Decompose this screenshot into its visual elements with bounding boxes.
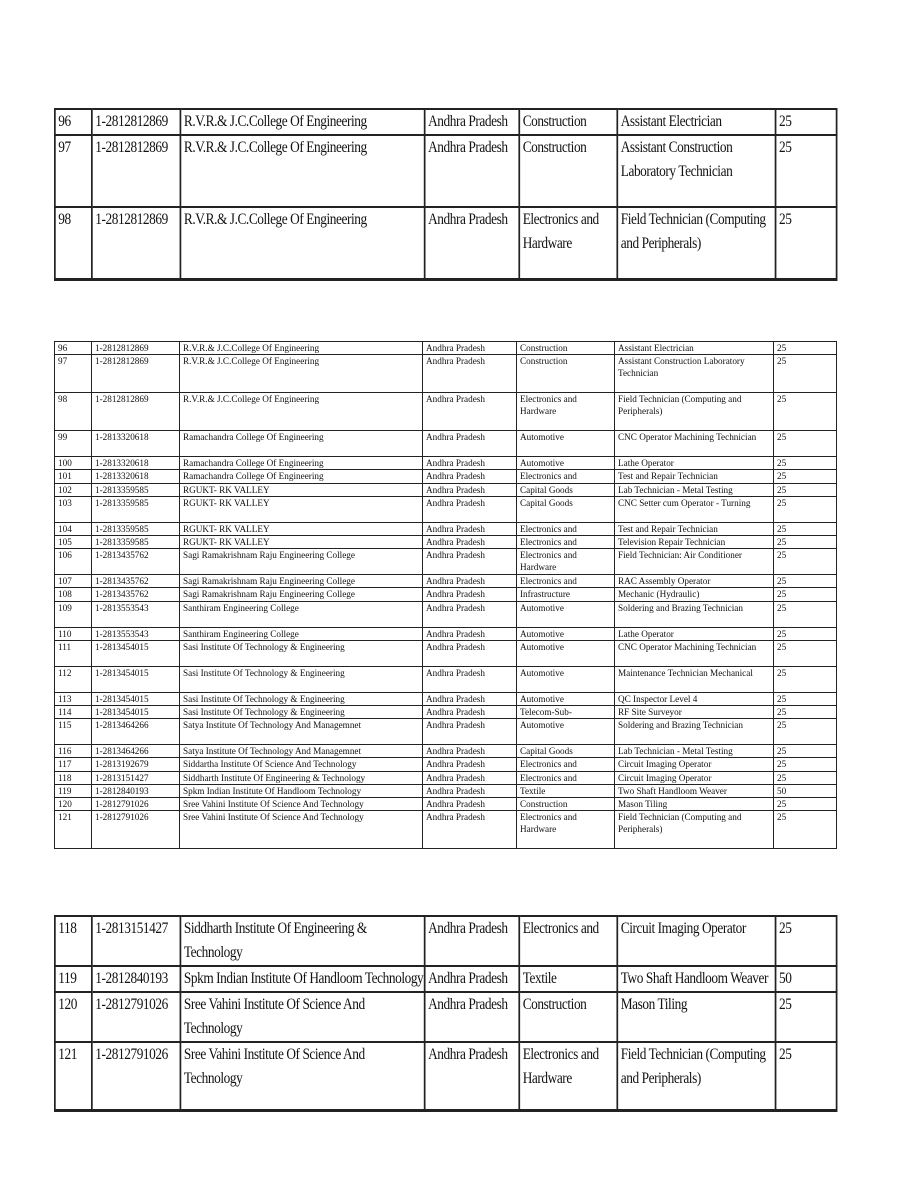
target-cell: 25 bbox=[774, 640, 837, 666]
state-cell: Andhra Pradesh bbox=[423, 470, 517, 483]
sector-cell: Construction bbox=[517, 355, 615, 393]
job-role-cell: Circuit Imaging Operator bbox=[615, 758, 774, 771]
state-cell: Andhra Pradesh bbox=[425, 966, 520, 992]
target-cell: 50 bbox=[776, 966, 837, 992]
institute-cell: Ramachandra College Of Engineering bbox=[180, 470, 423, 483]
state-cell: Andhra Pradesh bbox=[425, 109, 520, 135]
state-cell: Andhra Pradesh bbox=[425, 992, 520, 1042]
state-cell: Andhra Pradesh bbox=[423, 640, 517, 666]
job-role-cell: Assistant Electrician bbox=[615, 342, 774, 355]
main-table bbox=[54, 341, 837, 849]
sno-cell: 103 bbox=[55, 496, 92, 522]
sector-cell: Construction bbox=[519, 135, 617, 207]
sector-cell: Electronics and bbox=[517, 522, 615, 535]
target-cell: 25 bbox=[774, 706, 837, 719]
tc-id-cell: 1-2813192679 bbox=[92, 758, 180, 771]
sno-cell: 102 bbox=[55, 483, 92, 496]
institute-cell: Satya Institute Of Technology And Managemnet bbox=[180, 745, 423, 758]
sno-cell: 109 bbox=[55, 601, 92, 627]
tc-id-cell: 1-2812812869 bbox=[92, 342, 180, 355]
sno-cell: 116 bbox=[55, 745, 92, 758]
sno-cell: 97 bbox=[55, 355, 92, 393]
tc-id-cell: 1-2812812869 bbox=[92, 207, 181, 279]
table-row bbox=[55, 549, 837, 575]
tc-id-cell: 1-2813359585 bbox=[92, 483, 180, 496]
sector-cell: Construction bbox=[519, 992, 617, 1042]
sno-cell: 104 bbox=[55, 522, 92, 535]
table-row bbox=[55, 135, 837, 207]
state-cell: Andhra Pradesh bbox=[423, 758, 517, 771]
tc-id-cell: 1-2813359585 bbox=[92, 522, 180, 535]
sno-cell: 99 bbox=[55, 431, 92, 457]
state-cell: Andhra Pradesh bbox=[425, 207, 520, 279]
state-cell: Andhra Pradesh bbox=[423, 342, 517, 355]
tc-id-cell: 1-2812791026 bbox=[92, 992, 181, 1042]
target-cell: 25 bbox=[774, 811, 837, 849]
tc-id-cell: 1-2812791026 bbox=[92, 798, 180, 811]
target-cell: 25 bbox=[774, 719, 837, 745]
top-excerpt-table bbox=[54, 108, 837, 281]
state-cell: Andhra Pradesh bbox=[423, 601, 517, 627]
job-role-cell: Mason Tiling bbox=[617, 992, 775, 1042]
table-row bbox=[55, 601, 837, 627]
institute-cell: R.V.R.& J.C.College Of Engineering bbox=[180, 393, 423, 431]
job-role-cell: Soldering and Brazing Technician bbox=[615, 601, 774, 627]
sector-cell: Construction bbox=[517, 342, 615, 355]
tc-id-cell: 1-2812840193 bbox=[92, 966, 181, 992]
sector-cell: Automotive bbox=[517, 601, 615, 627]
state-cell: Andhra Pradesh bbox=[423, 575, 517, 588]
job-role-cell: Mason Tiling bbox=[615, 798, 774, 811]
institute-cell: Sree Vahini Institute Of Science And Technology bbox=[180, 811, 423, 849]
job-role-cell: Lab Technician - Metal Testing bbox=[615, 483, 774, 496]
table-row bbox=[55, 470, 837, 483]
state-cell: Andhra Pradesh bbox=[423, 745, 517, 758]
target-cell: 25 bbox=[776, 1042, 837, 1110]
state-cell: Andhra Pradesh bbox=[423, 771, 517, 784]
sno-cell: 98 bbox=[55, 393, 92, 431]
institute-cell: Siddharth Institute Of Engineering & Technology bbox=[180, 771, 423, 784]
tc-id-cell: 1-2813553543 bbox=[92, 601, 180, 627]
state-cell: Andhra Pradesh bbox=[423, 627, 517, 640]
tc-id-cell: 1-2812812869 bbox=[92, 393, 180, 431]
target-cell: 25 bbox=[774, 457, 837, 470]
target-cell: 25 bbox=[774, 342, 837, 355]
institute-cell: Spkm Indian Institute Of Handloom Technology bbox=[180, 966, 424, 992]
job-role-cell: Television Repair Technician bbox=[615, 536, 774, 549]
sector-cell: Automotive bbox=[517, 719, 615, 745]
state-cell: Andhra Pradesh bbox=[423, 355, 517, 393]
bottom-zoomed-excerpt bbox=[54, 915, 836, 1087]
state-cell: Andhra Pradesh bbox=[423, 666, 517, 692]
institute-cell: Sasi Institute Of Technology & Engineering bbox=[180, 640, 423, 666]
state-cell: Andhra Pradesh bbox=[423, 536, 517, 549]
sector-cell: Telecom-Sub- bbox=[517, 706, 615, 719]
job-role-cell: Test and Repair Technician bbox=[615, 522, 774, 535]
institute-cell: Satya Institute Of Technology And Managemnet bbox=[180, 719, 423, 745]
job-role-cell: Field Technician (Computing and Peripherals) bbox=[617, 207, 775, 279]
table-row bbox=[55, 588, 837, 601]
target-cell: 25 bbox=[776, 916, 837, 966]
sector-cell: Electronics and Hardware bbox=[519, 207, 617, 279]
target-cell: 25 bbox=[774, 601, 837, 627]
target-cell: 25 bbox=[774, 745, 837, 758]
target-cell: 25 bbox=[774, 431, 837, 457]
table-row bbox=[55, 536, 837, 549]
table-row bbox=[55, 916, 837, 966]
tc-id-cell: 1-2813435762 bbox=[92, 588, 180, 601]
table-row bbox=[55, 771, 837, 784]
target-cell: 25 bbox=[774, 575, 837, 588]
tc-id-cell: 1-2813464266 bbox=[92, 719, 180, 745]
table-row bbox=[55, 109, 837, 135]
sector-cell: Textile bbox=[517, 784, 615, 797]
sno-cell: 120 bbox=[55, 992, 92, 1042]
target-cell: 25 bbox=[774, 627, 837, 640]
state-cell: Andhra Pradesh bbox=[423, 798, 517, 811]
tc-id-cell: 1-2813454015 bbox=[92, 706, 180, 719]
job-role-cell: Soldering and Brazing Technician bbox=[615, 719, 774, 745]
sector-cell: Electronics and bbox=[517, 758, 615, 771]
institute-cell: RGUKT- RK VALLEY bbox=[180, 496, 423, 522]
job-role-cell: Lab Technician - Metal Testing bbox=[615, 745, 774, 758]
table-row bbox=[55, 1042, 837, 1110]
sector-cell: Electronics and Hardware bbox=[517, 549, 615, 575]
institute-cell: Sree Vahini Institute Of Science And Technology bbox=[180, 1042, 424, 1110]
sno-cell: 106 bbox=[55, 549, 92, 575]
institute-cell: RGUKT- RK VALLEY bbox=[180, 522, 423, 535]
job-role-cell: CNC Operator Machining Technician bbox=[615, 640, 774, 666]
target-cell: 25 bbox=[774, 692, 837, 705]
institute-cell: Sree Vahini Institute Of Science And Technology bbox=[180, 798, 423, 811]
top-zoomed-excerpt bbox=[54, 108, 836, 283]
table-row bbox=[55, 483, 837, 496]
tc-id-cell: 1-2813454015 bbox=[92, 692, 180, 705]
sno-cell: 119 bbox=[55, 784, 92, 797]
sno-cell: 120 bbox=[55, 798, 92, 811]
sno-cell: 108 bbox=[55, 588, 92, 601]
table-row bbox=[55, 522, 837, 535]
job-role-cell: Assistant Electrician bbox=[617, 109, 775, 135]
job-role-cell: RF Site Surveyor bbox=[615, 706, 774, 719]
tc-id-cell: 1-2812812869 bbox=[92, 109, 181, 135]
sno-cell: 118 bbox=[55, 916, 92, 966]
table-row bbox=[55, 575, 837, 588]
sno-cell: 98 bbox=[55, 207, 92, 279]
tc-id-cell: 1-2813151427 bbox=[92, 916, 181, 966]
tc-id-cell: 1-2813320618 bbox=[92, 470, 180, 483]
sector-cell: Capital Goods bbox=[517, 483, 615, 496]
target-cell: 25 bbox=[774, 666, 837, 692]
state-cell: Andhra Pradesh bbox=[425, 916, 520, 966]
institute-cell: R.V.R.& J.C.College Of Engineering bbox=[180, 207, 424, 279]
state-cell: Andhra Pradesh bbox=[423, 692, 517, 705]
job-role-cell: CNC Operator Machining Technician bbox=[615, 431, 774, 457]
state-cell: Andhra Pradesh bbox=[423, 483, 517, 496]
table-row bbox=[55, 496, 837, 522]
institute-cell: R.V.R.& J.C.College Of Engineering bbox=[180, 109, 424, 135]
job-role-cell: Field Technician (Computing and Peripherals) bbox=[617, 1042, 775, 1110]
sector-cell: Automotive bbox=[517, 457, 615, 470]
target-cell: 50 bbox=[774, 784, 837, 797]
institute-cell: Sasi Institute Of Technology & Engineering bbox=[180, 706, 423, 719]
job-role-cell: Assistant Construction Laboratory Technician bbox=[617, 135, 775, 207]
sno-cell: 117 bbox=[55, 758, 92, 771]
job-role-cell: Mechanic (Hydraulic) bbox=[615, 588, 774, 601]
table-row bbox=[55, 355, 837, 393]
target-cell: 25 bbox=[774, 522, 837, 535]
job-role-cell: Field Technician (Computing and Peripherals) bbox=[615, 811, 774, 849]
sno-cell: 105 bbox=[55, 536, 92, 549]
target-cell: 25 bbox=[774, 798, 837, 811]
table-row bbox=[55, 640, 837, 666]
tc-id-cell: 1-2813151427 bbox=[92, 771, 180, 784]
institute-cell: Santhiram Engineering College bbox=[180, 627, 423, 640]
sno-cell: 113 bbox=[55, 692, 92, 705]
target-cell: 25 bbox=[776, 992, 837, 1042]
job-role-cell: Two Shaft Handloom Weaver bbox=[615, 784, 774, 797]
table-row bbox=[55, 342, 837, 355]
institute-cell: Sagi Ramakrishnam Raju Engineering College bbox=[180, 575, 423, 588]
job-role-cell: Maintenance Technician Mechanical bbox=[615, 666, 774, 692]
table-row bbox=[55, 719, 837, 745]
sector-cell: Electronics and bbox=[519, 916, 617, 966]
sno-cell: 97 bbox=[55, 135, 92, 207]
job-role-cell: Test and Repair Technician bbox=[615, 470, 774, 483]
sno-cell: 101 bbox=[55, 470, 92, 483]
institute-cell: R.V.R.& J.C.College Of Engineering bbox=[180, 135, 424, 207]
state-cell: Andhra Pradesh bbox=[423, 719, 517, 745]
state-cell: Andhra Pradesh bbox=[423, 431, 517, 457]
institute-cell: Sasi Institute Of Technology & Engineering bbox=[180, 692, 423, 705]
table-row bbox=[55, 706, 837, 719]
state-cell: Andhra Pradesh bbox=[423, 496, 517, 522]
sector-cell: Electronics and bbox=[517, 536, 615, 549]
job-role-cell: QC Inspector Level 4 bbox=[615, 692, 774, 705]
table-row bbox=[55, 627, 837, 640]
institute-cell: R.V.R.& J.C.College Of Engineering bbox=[180, 342, 423, 355]
sector-cell: Automotive bbox=[517, 431, 615, 457]
sector-cell: Capital Goods bbox=[517, 745, 615, 758]
state-cell: Andhra Pradesh bbox=[423, 588, 517, 601]
sno-cell: 119 bbox=[55, 966, 92, 992]
sector-cell: Electronics and Hardware bbox=[517, 393, 615, 431]
sector-cell: Electronics and bbox=[517, 575, 615, 588]
sector-cell: Construction bbox=[517, 798, 615, 811]
job-role-cell: Field Technician: Air Conditioner bbox=[615, 549, 774, 575]
target-cell: 25 bbox=[774, 483, 837, 496]
table-row bbox=[55, 798, 837, 811]
sector-cell: Electronics and Hardware bbox=[517, 811, 615, 849]
table-row bbox=[55, 966, 837, 992]
sno-cell: 107 bbox=[55, 575, 92, 588]
table-row bbox=[55, 666, 837, 692]
sector-cell: Electronics and bbox=[517, 771, 615, 784]
tc-id-cell: 1-2813435762 bbox=[92, 575, 180, 588]
institute-cell: Siddharth Institute Of Engineering & Technology bbox=[180, 916, 424, 966]
sector-cell: Electronics and bbox=[517, 470, 615, 483]
sno-cell: 121 bbox=[55, 1042, 92, 1110]
target-cell: 25 bbox=[776, 109, 837, 135]
tc-id-cell: 1-2813359585 bbox=[92, 496, 180, 522]
sector-cell: Textile bbox=[519, 966, 617, 992]
institute-cell: R.V.R.& J.C.College Of Engineering bbox=[180, 355, 423, 393]
target-cell: 25 bbox=[774, 588, 837, 601]
target-cell: 25 bbox=[774, 393, 837, 431]
state-cell: Andhra Pradesh bbox=[423, 784, 517, 797]
institute-cell: Ramachandra College Of Engineering bbox=[180, 457, 423, 470]
tc-id-cell: 1-2813320618 bbox=[92, 457, 180, 470]
sno-cell: 118 bbox=[55, 771, 92, 784]
job-role-cell: Circuit Imaging Operator bbox=[617, 916, 775, 966]
state-cell: Andhra Pradesh bbox=[423, 549, 517, 575]
table-row bbox=[55, 393, 837, 431]
state-cell: Andhra Pradesh bbox=[423, 393, 517, 431]
tc-id-cell: 1-2813553543 bbox=[92, 627, 180, 640]
table-row bbox=[55, 992, 837, 1042]
sector-cell: Automotive bbox=[517, 640, 615, 666]
sno-cell: 110 bbox=[55, 627, 92, 640]
institute-cell: Sagi Ramakrishnam Raju Engineering College bbox=[180, 549, 423, 575]
institute-cell: RGUKT- RK VALLEY bbox=[180, 483, 423, 496]
target-cell: 25 bbox=[776, 207, 837, 279]
state-cell: Andhra Pradesh bbox=[425, 1042, 520, 1110]
sno-cell: 96 bbox=[55, 109, 92, 135]
job-role-cell: Lathe Operator bbox=[615, 457, 774, 470]
sno-cell: 100 bbox=[55, 457, 92, 470]
bottom-excerpt-table bbox=[54, 915, 837, 1112]
institute-cell: Sagi Ramakrishnam Raju Engineering College bbox=[180, 588, 423, 601]
institute-cell: Santhiram Engineering College bbox=[180, 601, 423, 627]
state-cell: Andhra Pradesh bbox=[423, 811, 517, 849]
state-cell: Andhra Pradesh bbox=[423, 706, 517, 719]
table-row bbox=[55, 745, 837, 758]
tc-id-cell: 1-2812812869 bbox=[92, 135, 181, 207]
table-row bbox=[55, 784, 837, 797]
target-cell: 25 bbox=[774, 758, 837, 771]
job-role-cell: RAC Assembly Operator bbox=[615, 575, 774, 588]
job-role-cell: Circuit Imaging Operator bbox=[615, 771, 774, 784]
table-row bbox=[55, 207, 837, 279]
institute-cell: Spkm Indian Institute Of Handloom Technology bbox=[180, 784, 423, 797]
sector-cell: Automotive bbox=[517, 666, 615, 692]
table-row bbox=[55, 758, 837, 771]
target-cell: 25 bbox=[774, 470, 837, 483]
job-role-cell: Lathe Operator bbox=[615, 627, 774, 640]
institute-cell: RGUKT- RK VALLEY bbox=[180, 536, 423, 549]
sector-cell: Automotive bbox=[517, 627, 615, 640]
sno-cell: 96 bbox=[55, 342, 92, 355]
institute-cell: Siddartha Institute Of Science And Technology bbox=[180, 758, 423, 771]
state-cell: Andhra Pradesh bbox=[425, 135, 520, 207]
table-row bbox=[55, 811, 837, 849]
table-row bbox=[55, 431, 837, 457]
tc-id-cell: 1-2812791026 bbox=[92, 1042, 181, 1110]
sector-cell: Construction bbox=[519, 109, 617, 135]
sno-cell: 111 bbox=[55, 640, 92, 666]
tc-id-cell: 1-2813435762 bbox=[92, 549, 180, 575]
sector-cell: Electronics and Hardware bbox=[519, 1042, 617, 1110]
job-role-cell: CNC Setter cum Operator - Turning bbox=[615, 496, 774, 522]
tc-id-cell: 1-2812840193 bbox=[92, 784, 180, 797]
sector-cell: Automotive bbox=[517, 692, 615, 705]
sector-cell: Capital Goods bbox=[517, 496, 615, 522]
tc-id-cell: 1-2812791026 bbox=[92, 811, 180, 849]
target-cell: 25 bbox=[774, 496, 837, 522]
target-cell: 25 bbox=[774, 536, 837, 549]
target-cell: 25 bbox=[774, 355, 837, 393]
tc-id-cell: 1-2813454015 bbox=[92, 640, 180, 666]
tc-id-cell: 1-2813359585 bbox=[92, 536, 180, 549]
sno-cell: 114 bbox=[55, 706, 92, 719]
tc-id-cell: 1-2813454015 bbox=[92, 666, 180, 692]
sno-cell: 121 bbox=[55, 811, 92, 849]
institute-cell: Sasi Institute Of Technology & Engineering bbox=[180, 666, 423, 692]
target-cell: 25 bbox=[776, 135, 837, 207]
sno-cell: 115 bbox=[55, 719, 92, 745]
table-row bbox=[55, 457, 837, 470]
table-row bbox=[55, 692, 837, 705]
tc-id-cell: 1-2813320618 bbox=[92, 431, 180, 457]
job-role-cell: Assistant Construction Laboratory Technician bbox=[615, 355, 774, 393]
institute-cell: Sree Vahini Institute Of Science And Technology bbox=[180, 992, 424, 1042]
target-cell: 25 bbox=[774, 771, 837, 784]
tc-id-cell: 1-2813464266 bbox=[92, 745, 180, 758]
target-cell: 25 bbox=[774, 549, 837, 575]
institute-cell: Ramachandra College Of Engineering bbox=[180, 431, 423, 457]
state-cell: Andhra Pradesh bbox=[423, 457, 517, 470]
job-role-cell: Two Shaft Handloom Weaver bbox=[617, 966, 775, 992]
state-cell: Andhra Pradesh bbox=[423, 522, 517, 535]
sno-cell: 112 bbox=[55, 666, 92, 692]
sector-cell: Infrastructure bbox=[517, 588, 615, 601]
job-role-cell: Field Technician (Computing and Peripherals) bbox=[615, 393, 774, 431]
tc-id-cell: 1-2812812869 bbox=[92, 355, 180, 393]
